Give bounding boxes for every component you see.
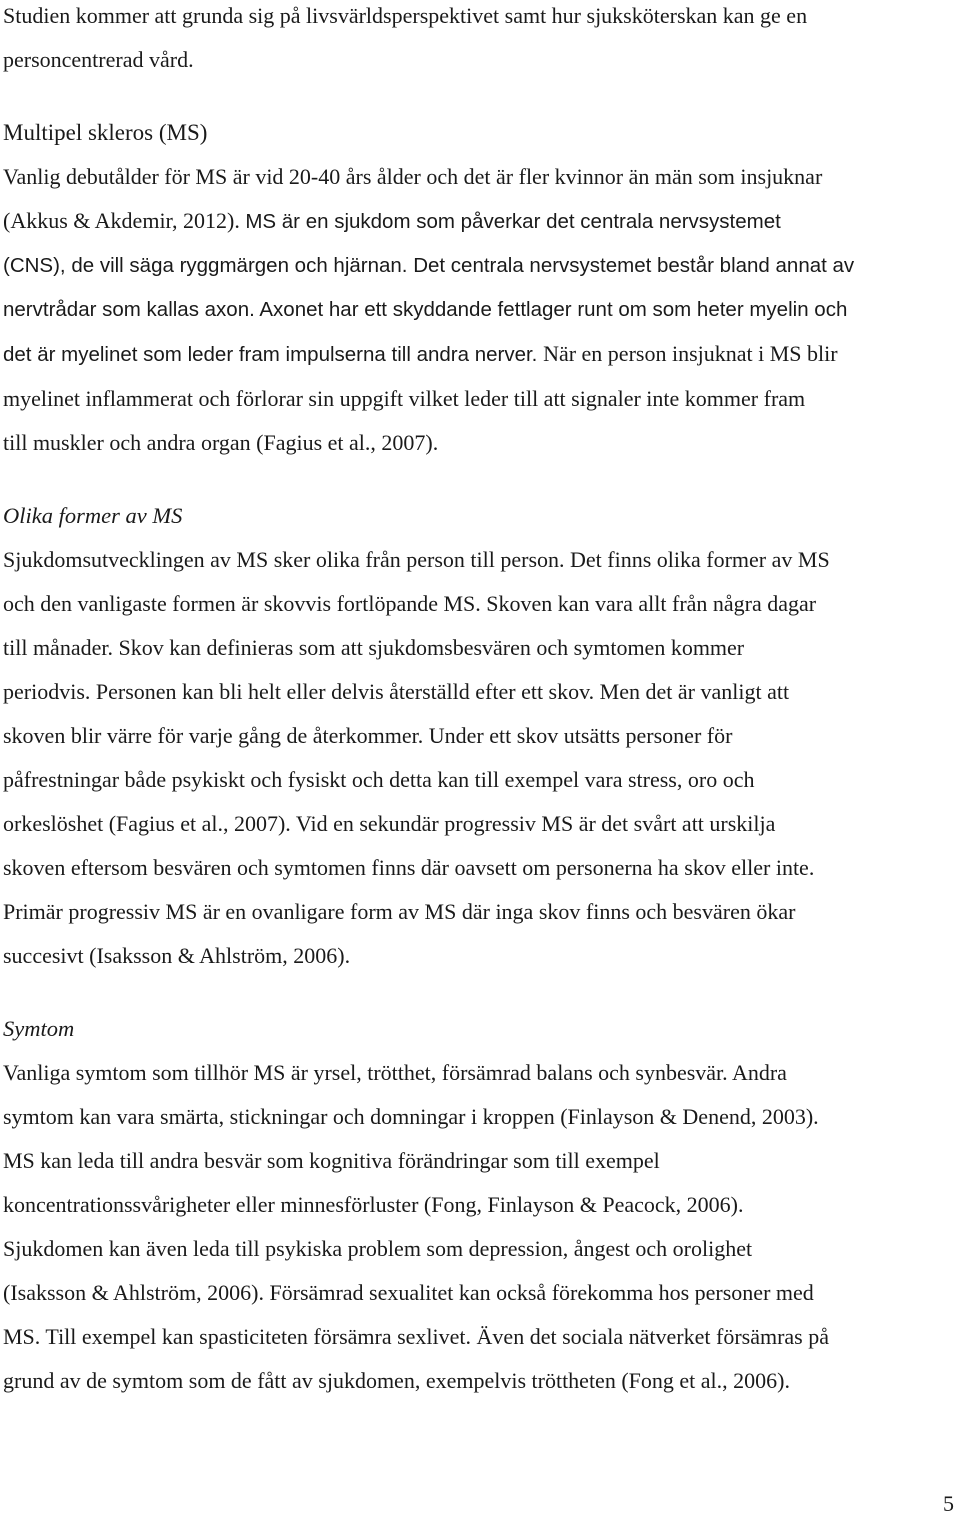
text-run: (Akkus & Akdemir, 2012). (3, 208, 246, 233)
text-line: skoven blir värre för varje gång de återkommer. Under ett skov utsätts personer för (3, 723, 733, 748)
intro-paragraph (3, 0, 958, 82)
text-line: koncentrationssvårigheter eller minnesförluster (Fong, Finlayson & Peacock, 2006). (3, 1192, 744, 1217)
text-line: periodvis. Personen kan bli helt eller delvis återställd efter ett skov. Men det är vanligt att (3, 679, 790, 704)
text-line: myelinet inflammerat och förlorar sin uppgift vilket leder till att signaler inte kommer fram (3, 386, 806, 411)
text-line: Vanlig debutålder för MS är vid 20-40 års ålder och det är fler kvinnor än män som insjuknar (3, 164, 823, 189)
text-line: symtom kan vara smärta, stickningar och domningar i kroppen (Finlayson & Denend, 2003). (3, 1104, 819, 1129)
text-line: (Isaksson & Ahlström, 2006). Försämrad sexualitet kan också förekomma hos personer med (3, 1280, 814, 1305)
text-line: påfrestningar både psykiskt och fysiskt och detta kan till exempel vara stress, oro och (3, 767, 755, 792)
text-line: Sjukdomen kan även leda till psykiska problem som depression, ångest och orolighet (3, 1236, 753, 1261)
symptoms-section (3, 1007, 958, 1403)
text-line: till månader. Skov kan definieras som att sjukdomsbesvären och symtomen kommer (3, 635, 745, 660)
text-line (3, 332, 958, 377)
text-line: Sjukdomsutvecklingen av MS sker olika från person till person. Det finns olika former av MS (3, 547, 830, 572)
section-subheading: Symtom (3, 1016, 75, 1041)
text-run: När en person insjuknat i MS blir (543, 341, 838, 366)
section-heading: Multipel skleros (MS) (3, 120, 208, 145)
text-line: orkeslöshet (Fagius et al., 2007). Vid en sekundär progressiv MS är det svårt att urskilja (3, 811, 776, 836)
text-line: MS kan leda till andra besvär som kognitiva förändringar som till exempel (3, 1148, 660, 1173)
text-line: Vanliga symtom som tillhör MS är yrsel, trötthet, försämrad balans och synbesvär. Andra (3, 1060, 787, 1085)
text-line: skoven eftersom besvären och symtomen finns där oavsett om personerna ha skov eller inte. (3, 855, 815, 880)
text-run: MS är en sjukdom som påverkar det centrala nervsystemet (245, 210, 781, 233)
text-line (3, 199, 958, 244)
document-page (3, 0, 958, 1403)
ms-section (3, 111, 958, 465)
text-line: Primär progressiv MS är en ovanligare form av MS där inga skov finns och besvären ökar (3, 899, 796, 924)
text-line: Studien kommer att grunda sig på livsvärldsperspektivet samt hur sjuksköterskan kan ge en (3, 3, 808, 28)
text-run: det är myelinet som leder fram impulserna till andra nerver. (3, 343, 544, 366)
text-line: succesivt (Isaksson & Ahlström, 2006). (3, 943, 351, 968)
forms-section (3, 494, 958, 978)
page-number: 5 (943, 1491, 954, 1516)
section-subheading: Olika former av MS (3, 503, 183, 528)
text-line: personcentrerad vård. (3, 47, 194, 72)
text-line: (CNS), de vill säga ryggmärgen och hjärnan. Det centrala nervsystemet består bland annat av (3, 254, 855, 277)
text-line: till muskler och andra organ (Fagius et al., 2007). (3, 430, 439, 455)
text-line: MS. Till exempel kan spasticiteten försämra sexlivet. Även det sociala nätverket försämras på (3, 1324, 829, 1349)
text-line: nervtrådar som kallas axon. Axonet har ett skyddande fettlager runt om som heter myelin och (3, 298, 848, 321)
text-line: grund av de symtom som de fått av sjukdomen, exempelvis tröttheten (Fong et al., 2006). (3, 1368, 790, 1393)
text-line: och den vanligaste formen är skovvis fortlöpande MS. Skoven kan vara allt från några dagar (3, 591, 817, 616)
